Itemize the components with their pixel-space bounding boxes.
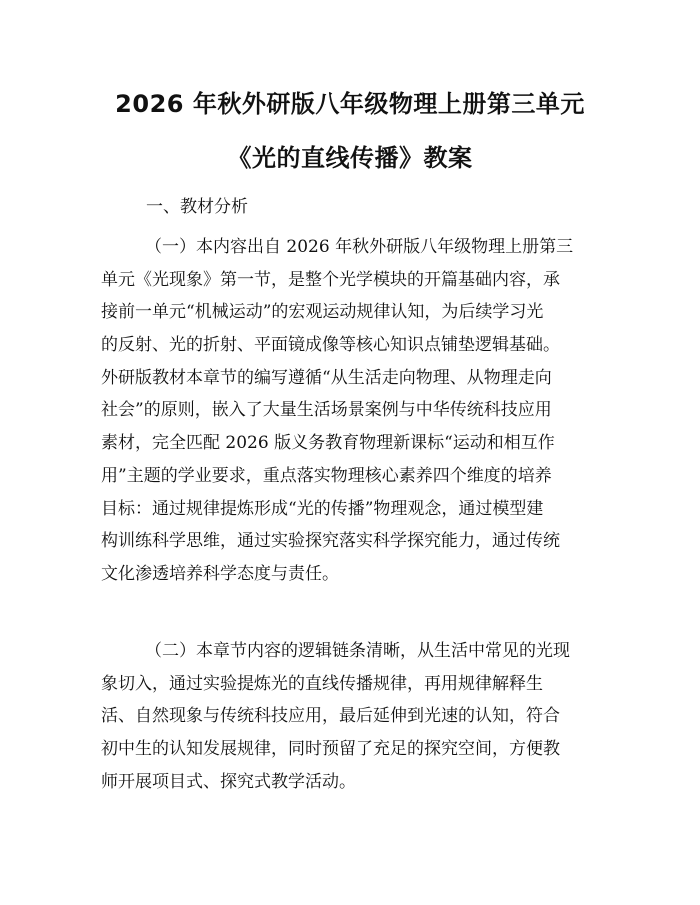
paragraph-line: （二）本章节内容的逻辑链条清晰，从生活中常见的光现 [145, 641, 570, 661]
paragraph-line: 目标：通过规律提炼形成“光的传播”物理观念，通过模型建 [101, 498, 544, 519]
paragraph-line: 的反射、光的折射、平面镜成像等核心知识点铺垫逻辑基础。 [101, 335, 560, 356]
paragraph-2 [101, 635, 611, 798]
paragraph-line: 构训练科学思维，通过实验探究落实科学探究能力，通过传统 [101, 531, 560, 552]
document-title-line-2: 《光的直线传播》教案 [227, 144, 473, 172]
paragraph-line: 文化渗透培养科学态度与责任。 [101, 563, 339, 584]
paragraph-line: 外研版教材本章节的编写遵循“从生活走向物理、从物理走向 [101, 367, 552, 388]
paragraph-line: 象切入，通过实验提炼光的直线传播规律，再用规律解释生 [101, 673, 543, 694]
paragraph-line: 单元《光现象》第一节，是整个光学模块的开篇基础内容，承 [101, 269, 560, 290]
paragraph-line: 社会”的原则，嵌入了大量生活场景案例与中华传统科技应用 [101, 400, 552, 421]
paragraph-line: 素材，完全匹配 2026 版义务教育物理新课标“运动和相互作 [101, 433, 555, 454]
paragraph-line: （一）本内容出自 2026 年秋外研版八年级物理上册第三 [145, 237, 574, 257]
paragraph-1 [101, 231, 611, 591]
paragraph-line: 活、自然现象与传统科技应用，最后延伸到光速的认知，符合 [101, 706, 560, 727]
section-heading: 一、教材分析 [146, 197, 248, 217]
document-title-line-1: 2026 年秋外研版八年级物理上册第三单元 [115, 90, 585, 118]
paragraph-line: 师开展项目式、探究式教学活动。 [101, 771, 356, 792]
paragraph-line: 用”主题的学业要求，重点落实物理核心素养四个维度的培养 [101, 465, 552, 486]
paragraph-line: 接前一单元“机械运动”的宏观运动规律认知，为后续学习光 [101, 302, 544, 323]
paragraph-line: 初中生的认知发展规律，同时预留了充足的探究空间，方便教 [101, 739, 560, 760]
